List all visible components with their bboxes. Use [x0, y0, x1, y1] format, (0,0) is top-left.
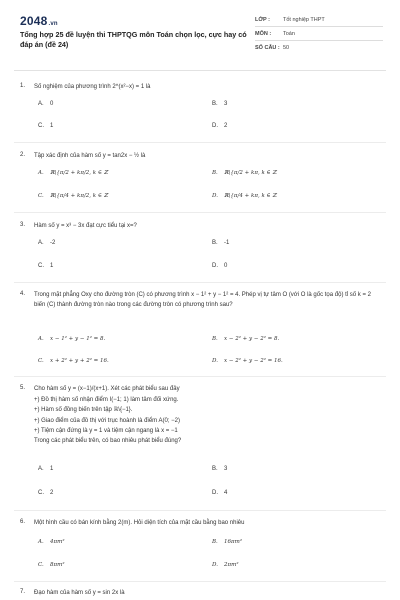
question-divider [14, 212, 386, 213]
option-value: 4πm² [50, 539, 65, 545]
option-key: D. [212, 263, 218, 269]
option-key: A. [38, 101, 44, 107]
logo-text: 2048 [20, 14, 48, 28]
option-key: C. [38, 193, 44, 199]
option-value: 1 [50, 466, 54, 472]
class-value: Tốt nghiệp THPT [283, 17, 325, 23]
question-number: 7. [20, 589, 26, 595]
option-b[interactable] [212, 466, 227, 472]
option-key: C. [38, 263, 44, 269]
meta-divider [255, 40, 383, 41]
question-number: 1. [20, 83, 26, 89]
question-divider [14, 510, 386, 511]
option-value: ℝ\{π/2 + kπ, k ∈ ℤ [224, 170, 277, 176]
question-number: 3. [20, 222, 26, 228]
option-d[interactable] [212, 358, 283, 364]
question-divider [14, 581, 386, 582]
question-divider [14, 142, 386, 143]
class-label: LỚP : [255, 17, 270, 23]
option-key: A. [38, 170, 44, 176]
option-key: B. [212, 466, 218, 472]
option-key: A. [38, 539, 44, 545]
option-key: B. [212, 336, 218, 342]
option-key: D. [212, 490, 218, 496]
question-text: Trong mặt phẳng Oxy cho đường tròn (C) có phương trình x − 1² + y − 1² = 4. Phép vị tự tâm O (với O là gốc tọa độ) tỉ số k = 2 biến (C) thành đường tròn nào trong các đường tròn có phương trình sau? [34, 292, 371, 308]
statement: +) Hàm số đồng biến trên tập ℝ\{−1}. [34, 407, 133, 414]
option-b[interactable] [212, 240, 229, 246]
site-logo[interactable] [20, 14, 58, 28]
logo-suffix: .vn [48, 21, 58, 27]
option-a[interactable] [38, 336, 105, 342]
option-c[interactable] [38, 263, 53, 269]
option-key: A. [38, 466, 44, 472]
option-key: C. [38, 123, 44, 129]
count-label: SỐ CÂU : [255, 45, 280, 51]
option-value: -2 [50, 240, 56, 246]
option-c[interactable] [38, 562, 65, 568]
option-c[interactable] [38, 358, 109, 364]
subject-label: MÔN : [255, 31, 272, 37]
question-divider [14, 376, 386, 377]
question-text: Tập xác định của hàm số y = tan2x − ½ là [34, 153, 146, 159]
option-value: 3 [224, 101, 228, 107]
option-c[interactable] [38, 193, 108, 199]
option-value: 3 [224, 466, 228, 472]
option-key: C. [38, 562, 44, 568]
option-value: 2 [224, 123, 228, 129]
question-number: 4. [20, 291, 26, 297]
question-text: Đạo hàm của hàm số y = sin 2x là [34, 590, 125, 596]
option-b[interactable] [212, 539, 242, 545]
option-value: 4 [224, 490, 228, 496]
option-value: ℝ\{π/4 + kπ, k ∈ ℤ [224, 193, 277, 199]
question-text: Số nghiệm của phương trình 2^(x²−x) = 1 là [34, 84, 151, 90]
question-divider [14, 282, 386, 283]
option-value: 2πm² [224, 562, 239, 568]
option-key: A. [38, 240, 44, 246]
option-b[interactable] [212, 336, 279, 342]
option-d[interactable] [212, 193, 276, 199]
question-text: Hàm số y = x³ − 3x đạt cực tiểu tại x=? [34, 223, 137, 229]
option-value: 0 [224, 263, 228, 269]
option-value: 1 [50, 123, 54, 129]
option-value: ℝ\{π/4 + kπ/2, k ∈ ℤ [50, 193, 108, 199]
option-a[interactable] [38, 101, 53, 107]
option-value: ℝ\{π/2 + kπ/2, k ∈ ℤ [50, 170, 108, 176]
question-number: 6. [20, 519, 26, 525]
option-a[interactable] [38, 466, 53, 472]
class-row [255, 17, 325, 23]
option-key: B. [212, 101, 218, 107]
question-text: Cho hàm số y = (x−1)/(x+1). Xét các phát biểu sau đây [34, 386, 180, 392]
option-c[interactable] [38, 123, 53, 129]
meta-divider [255, 26, 383, 27]
option-b[interactable] [212, 101, 227, 107]
option-key: C. [38, 490, 44, 496]
option-key: D. [212, 562, 218, 568]
option-d[interactable] [212, 123, 227, 129]
subject-row [255, 31, 295, 37]
option-value: 8πm² [50, 562, 65, 568]
question-number: 5. [20, 385, 26, 391]
option-key: A. [38, 336, 44, 342]
subject-value: Toán [283, 31, 295, 37]
option-value: x + 2² + y + 2² = 16. [50, 358, 109, 364]
option-value: 1 [50, 263, 54, 269]
option-value: -1 [224, 240, 230, 246]
option-value: x − 2² + y − 2² = 8. [224, 336, 280, 342]
option-key: B. [212, 240, 218, 246]
document-title: Tổng hợp 25 đề luyện thi THPTQG môn Toán chọn lọc, cực hay có đáp án (đề 24) [20, 30, 247, 49]
statement-list [34, 395, 374, 446]
option-key: B. [212, 170, 218, 176]
option-key: C. [38, 358, 44, 364]
option-value: x − 2² + y − 2² = 16. [224, 358, 283, 364]
count-value: 50 [283, 45, 290, 51]
header-divider [14, 70, 386, 71]
option-key: D. [212, 123, 218, 129]
option-d[interactable] [212, 490, 227, 496]
option-key: B. [212, 539, 218, 545]
question-text: Một hình cầu có bán kính bằng 2(m). Hỏi diện tích của mặt cầu bằng bao nhiêu [34, 520, 245, 526]
option-d[interactable] [212, 263, 227, 269]
question-number: 2. [20, 152, 26, 158]
option-value: 2 [50, 490, 54, 496]
option-a[interactable] [38, 240, 55, 246]
option-key: D. [212, 193, 218, 199]
statement: +) Giao điểm của đồ thị với trục hoành là điểm A(0; −2) [34, 417, 181, 424]
option-c[interactable] [38, 490, 53, 496]
option-a[interactable] [38, 170, 108, 176]
option-d[interactable] [212, 562, 239, 568]
option-key: D. [212, 358, 218, 364]
option-value: 16πm² [224, 539, 243, 545]
option-value: x − 1² + y − 1² = 8. [50, 336, 106, 342]
option-a[interactable] [38, 539, 65, 545]
option-value: 0 [50, 101, 54, 107]
statement: +) Tiệm cận đứng là y = 1 và tiệm cận ngang là x = −1 [34, 427, 178, 434]
statement: +) Đồ thị hàm số nhận điểm I(−1; 1) làm tâm đối xứng. [34, 397, 179, 403]
statement: Trong các phát biểu trên, có bao nhiêu phát biểu đúng? [34, 438, 182, 445]
count-row [255, 45, 289, 51]
option-b[interactable] [212, 170, 276, 176]
